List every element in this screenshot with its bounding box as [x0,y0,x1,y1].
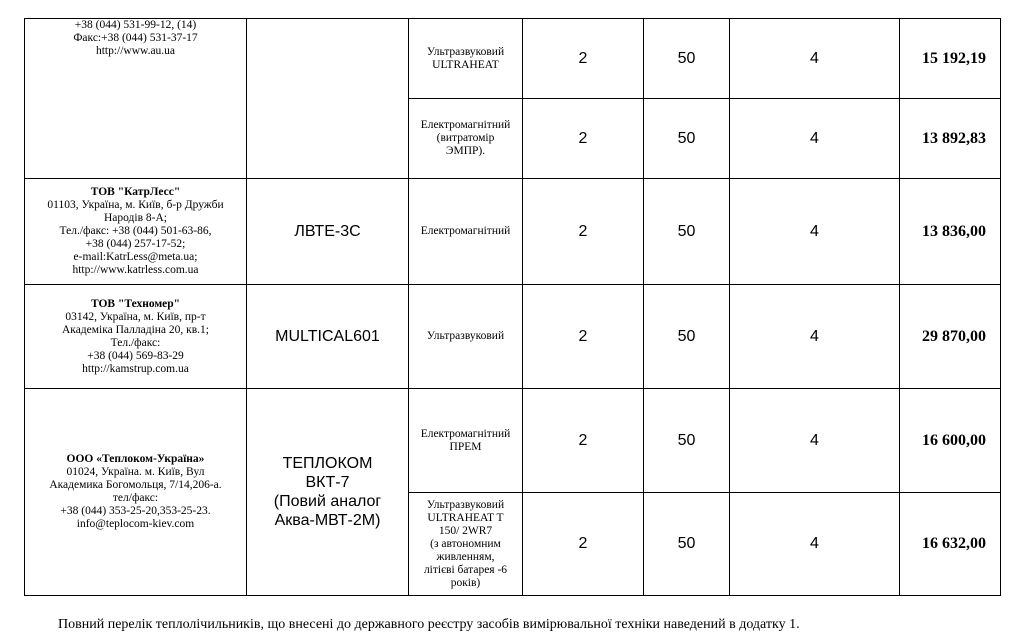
text-line: живленням, [436,550,495,563]
text-line: Ультразвуковий [426,498,505,511]
organization-cell [25,19,247,179]
value-cell: 4 [730,493,900,596]
value-cell: 50 [644,19,730,99]
meter-type-cell [409,389,523,493]
value-cell: 2 [523,285,644,389]
text-line: 01103, Україна, м. Київ, б-р Дружби [47,199,224,211]
price-cell: 16 600,00 [900,389,1001,493]
text-line: Тел./факс: [110,336,161,349]
value-cell: 4 [730,179,900,285]
text-line: http://www.au.ua [95,45,176,57]
text-line: e-mail:KatrLess@meta.ua; [73,251,198,263]
table-row [25,285,1001,389]
text-line: Академіка Палладіна 20, кв.1; [61,323,209,336]
meter-type-cell [409,285,523,389]
text-line: (Повий аналог [273,493,382,510]
text-line: http://kamstrup.com.ua [82,362,189,375]
price-cell: 13 892,83 [900,99,1001,179]
meter-type-cell [409,99,523,179]
value-cell: 50 [644,179,730,285]
table-row [25,19,1001,99]
text-line: ULTRAHEAT T [427,511,504,524]
table-row [25,389,1001,493]
text-line: Академика Богомольця, 7/14,206-а. [49,479,222,491]
value-cell: 2 [523,179,644,285]
value-cell: 50 [644,99,730,179]
model-cell [247,389,409,596]
meter-type-cell [409,179,523,285]
value-cell: 50 [644,493,730,596]
value-cell: 2 [523,19,644,99]
value-cell: 50 [644,285,730,389]
value-cell: 2 [523,99,644,179]
text-line: MULTICAL601 [275,328,380,345]
organization-cell [25,285,247,389]
text-line: (витратомір [436,132,495,144]
text-line: info@teplocom-kiev.com [76,518,195,530]
organization-name: ТОВ "КатрЛесс" [90,186,181,198]
organization-cell [25,389,247,596]
price-cell: 13 836,00 [900,179,1001,285]
text-line: Тел./факс: +38 (044) 501-63-86, [59,225,212,237]
model-cell [247,179,409,285]
text-line: +38 (044) 531-99-12, (14) [74,19,197,31]
text-line: літієві батарея -6 [423,563,508,576]
footnote: Повний перелік теплолічильників, що внесені до державного реєстру засобів вимірювальної техніки наведений в додатку 1. [58,617,800,632]
text-line: ТЕПЛОКОМ [282,455,373,472]
model-cell [247,19,409,179]
text-line: років) [450,576,481,589]
heat-meter-table [24,18,1001,596]
value-cell: 4 [730,99,900,179]
text-line: 150/ 2WR7 [438,524,493,537]
text-line: Народів 8-А; [103,212,167,224]
price-cell: 15 192,19 [900,19,1001,99]
text-line: ВКТ-7 [305,474,350,491]
text-line: ПРЕМ [449,440,482,453]
value-cell: 2 [523,493,644,596]
value-cell: 4 [730,389,900,493]
value-cell: 4 [730,285,900,389]
text-line: 03142, Україна, м. Київ, пр-т [65,310,206,323]
price-cell: 16 632,00 [900,493,1001,596]
text-line: http://www.katrless.com.ua [72,264,199,276]
text-line: Факс:+38 (044) 531-37-17 [73,32,198,44]
text-line: Електромагнітний [420,119,511,131]
text-line: Електромагнітний [420,427,511,440]
text-line: +38 (044) 569-83-29 [87,349,184,362]
value-cell: 2 [523,389,644,493]
text-line: Аква-МВТ-2М) [274,512,381,529]
text-line: ЭМПР). [445,145,486,157]
meter-type-cell [409,19,523,99]
text-line: Ультразвуковий [426,45,505,58]
table-row [25,179,1001,285]
price-cell: 29 870,00 [900,285,1001,389]
organization-name: ООО «Теплоком-Україна» [66,453,205,465]
value-cell: 4 [730,19,900,99]
text-line: Електромагнітний [420,225,511,237]
text-line: 01024, Україна. м. Київ, Вул [66,466,205,478]
text-line: ULTRAHEAT [432,58,499,71]
text-line: (з автономним [430,537,501,550]
organization-cell [25,179,247,285]
text-line: +38 (044) 353-25-20,353-25-23. [60,505,211,517]
text-line: +38 (044) 257-17-52; [85,238,186,250]
organization-name: ТОВ "Техномер" [90,297,181,310]
model-cell [247,285,409,389]
text-line: ЛВТЕ-3С [294,223,361,240]
text-line: Ультразвуковий [426,330,505,342]
text-line: тел/факс: [112,492,159,504]
meter-type-cell [409,493,523,596]
value-cell: 50 [644,389,730,493]
